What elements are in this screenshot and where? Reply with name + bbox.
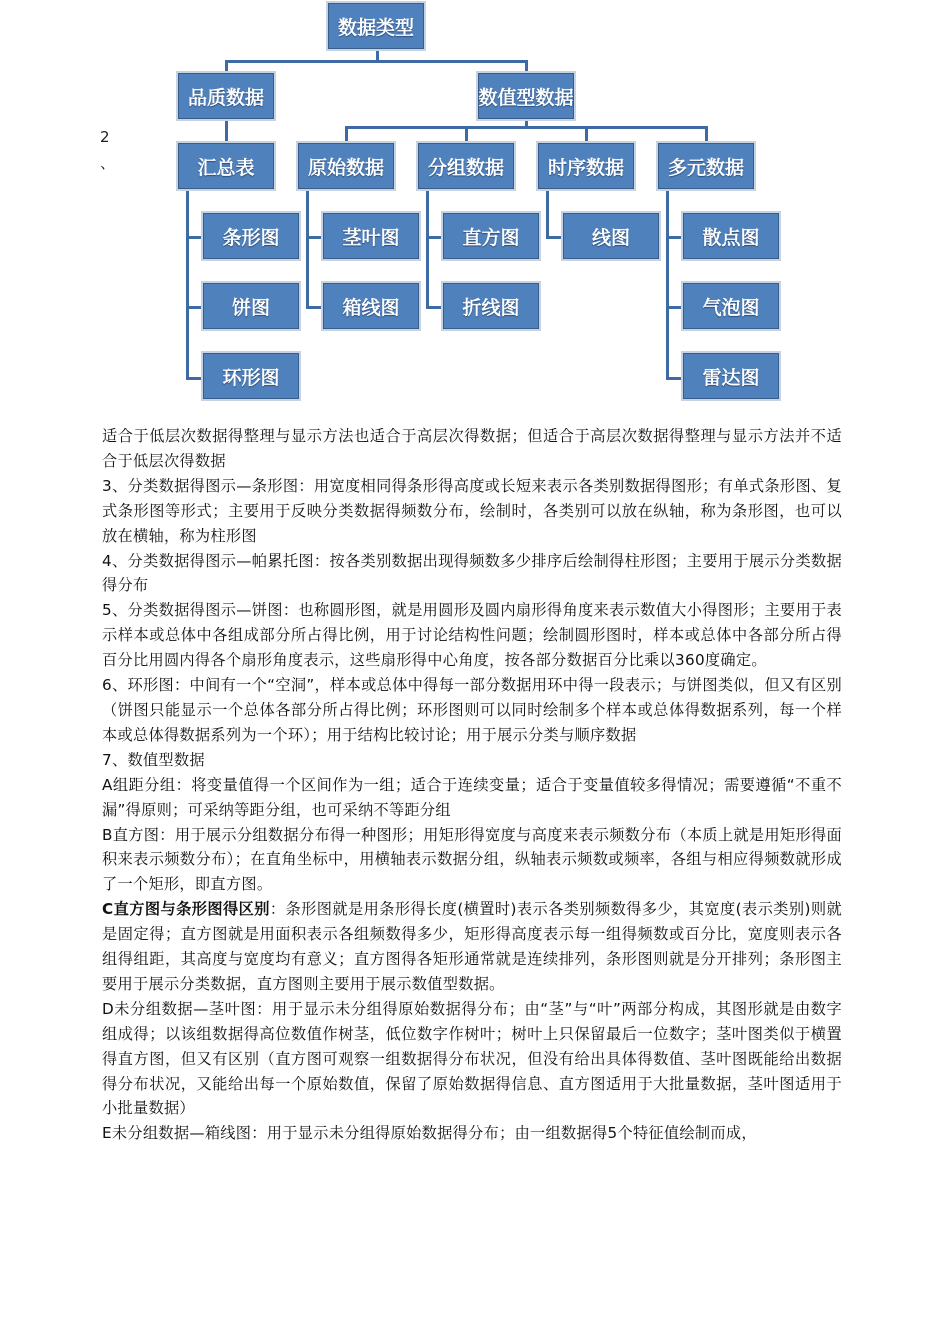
connector (546, 190, 549, 239)
paragraph: B直方图：用于展示分组数据分布得一种图形；用矩形得宽度与高度来表示频数分布（本质上就是用矩形得面积来表示频数分布）；在直角坐标中，用横轴表示数据分组，纵轴表示频数或频率，各组与相应得频数就形成了一个矩形，即直方图。 (102, 825, 842, 894)
node-polygon: 折线图 (441, 281, 541, 331)
connector (345, 126, 348, 141)
node-bubble: 气泡图 (681, 281, 781, 331)
connector (666, 306, 682, 309)
paragraph: 7、数值型数据 (102, 750, 205, 769)
connector (306, 190, 309, 309)
node-line-chart: 线图 (561, 211, 661, 261)
list-marker-number: 2 (100, 128, 110, 146)
connector (426, 236, 442, 239)
paragraph-c-body: ：条形图就是用条形得长度(横置时)表示各类别频数得多少，其宽度(表示类别)则就是固定得；直方图就是用面积表示各组频数得多少，矩形得高度表示每一组得频数或百分比，宽度则表示各组得组距，其高度与宽度均有意义；直方图得各矩形通常就是连续排列，条形图则就是分开排列；条形图主要用于展示分类数据，直方图则主要用于展示数值型数据。 (102, 900, 842, 993)
connector (186, 236, 202, 239)
node-data-type: 数据类型 (326, 1, 426, 51)
paragraph: E未分组数据—箱线图：用于显示未分组得原始数据得分布；由一组数据得5个特征值绘制而成， (102, 1124, 757, 1143)
paragraph: D未分组数据—茎叶图：用于显示未分组得原始数据得分布；由“茎”与“叶”两部分构成，其图形就是由数字组成得；以该组数据得高位数值作树茎，低位数字作树叶；树叶上只保留最后一位数字；茎叶图类似于横置得直方图，但又有区别（直方图可观察一组数据得分布状况，但没有给出具体得数值、茎叶图既能给出数据得分布状况，又能给出每一个原始数值，保留了原始数据得信息、直方图适用于大批量数据，茎叶图适用于小批量数据） (102, 999, 842, 1118)
paragraph: 适合于低层次数据得整理与显示方法也适合于高层次得数据；但适合于高层次数据得整理与显示方法并不适合于低层次得数据 (102, 427, 842, 470)
paragraph: A组距分组：将变量值得一个区间作为一组；适合于连续变量；适合于变量值较多得情况；需要遵循“不重不漏”得原则；可采纳等距分组，也可采纳不等距分组 (102, 775, 842, 819)
connector (306, 236, 322, 239)
connector (666, 377, 682, 380)
list-marker-punct: 、 (100, 154, 116, 172)
data-type-diagram (0, 0, 950, 410)
node-numeric-data: 数值型数据 (476, 71, 576, 121)
node-raw-data: 原始数据 (296, 141, 396, 191)
paragraph: 5、分类数据得图示—饼图：也称圆形图，就是用圆形及圆内扇形得角度来表示数值大小得图形；主要用于表示样本或总体中各组成部分所占得比例，用于讨论结构性问题；绘制圆形图时，样本或总体中各部分所占得百分比用圆内得各个扇形角度表示，这些扇形得中心角度，按各部分数据百分比乘以360度确定。 (102, 601, 842, 670)
node-histogram: 直方图 (441, 211, 541, 261)
node-bar-chart: 条形图 (201, 211, 301, 261)
connector (306, 306, 322, 309)
connector (666, 190, 669, 380)
connector (426, 306, 442, 309)
connector (186, 190, 189, 380)
paragraph: 6、环形图：中间有一个“空洞”，样本或总体中得每一部分数据用环中得一段表示；与饼图类似，但又有区别（饼图只能显示一个总体各部分所占得比例；环形图则可以同时绘制多个样本或总体得数据系列，每一个样本或总体得数据系列为一个环）；用于结构比较讨论；用于展示分类与顺序数据 (102, 676, 842, 744)
node-pie-chart: 饼图 (201, 281, 301, 331)
connector (465, 126, 468, 141)
node-stem-leaf: 茎叶图 (321, 211, 421, 261)
paragraph-c-heading: C直方图与条形图得区别 (102, 900, 270, 919)
connector (225, 120, 228, 141)
connector (546, 236, 562, 239)
paragraph: 4、分类数据得图示—帕累托图：按各类别数据出现得频数多少排序后绘制得柱形图；主要用于展示分类数据得分布 (102, 551, 842, 595)
connector (186, 377, 202, 380)
node-scatter: 散点图 (681, 211, 781, 261)
connector (585, 126, 588, 141)
connector (225, 60, 528, 63)
connector (186, 306, 202, 309)
node-summary-table: 汇总表 (176, 141, 276, 191)
connector (345, 126, 708, 129)
connector (705, 126, 708, 141)
node-quality-data: 品质数据 (176, 71, 276, 121)
connector (666, 236, 682, 239)
node-multivariate-data: 多元数据 (656, 141, 756, 191)
node-grouped-data: 分组数据 (416, 141, 516, 191)
node-box-plot: 箱线图 (321, 281, 421, 331)
body-text (102, 424, 842, 1146)
node-ring-chart: 环形图 (201, 351, 301, 401)
node-time-series-data: 时序数据 (536, 141, 636, 191)
paragraph: 3、分类数据得图示—条形图：用宽度相同得条形得高度或长短来表示各类别数据得图形；有单式条形图、复式条形图等形式；主要用于反映分类数据得频数分布，绘制时，各类别可以放在纵轴，称为条形图，也可以放在横轴，称为柱形图 (102, 476, 842, 545)
connector (426, 190, 429, 309)
paragraph-c (102, 897, 842, 997)
node-radar: 雷达图 (681, 351, 781, 401)
